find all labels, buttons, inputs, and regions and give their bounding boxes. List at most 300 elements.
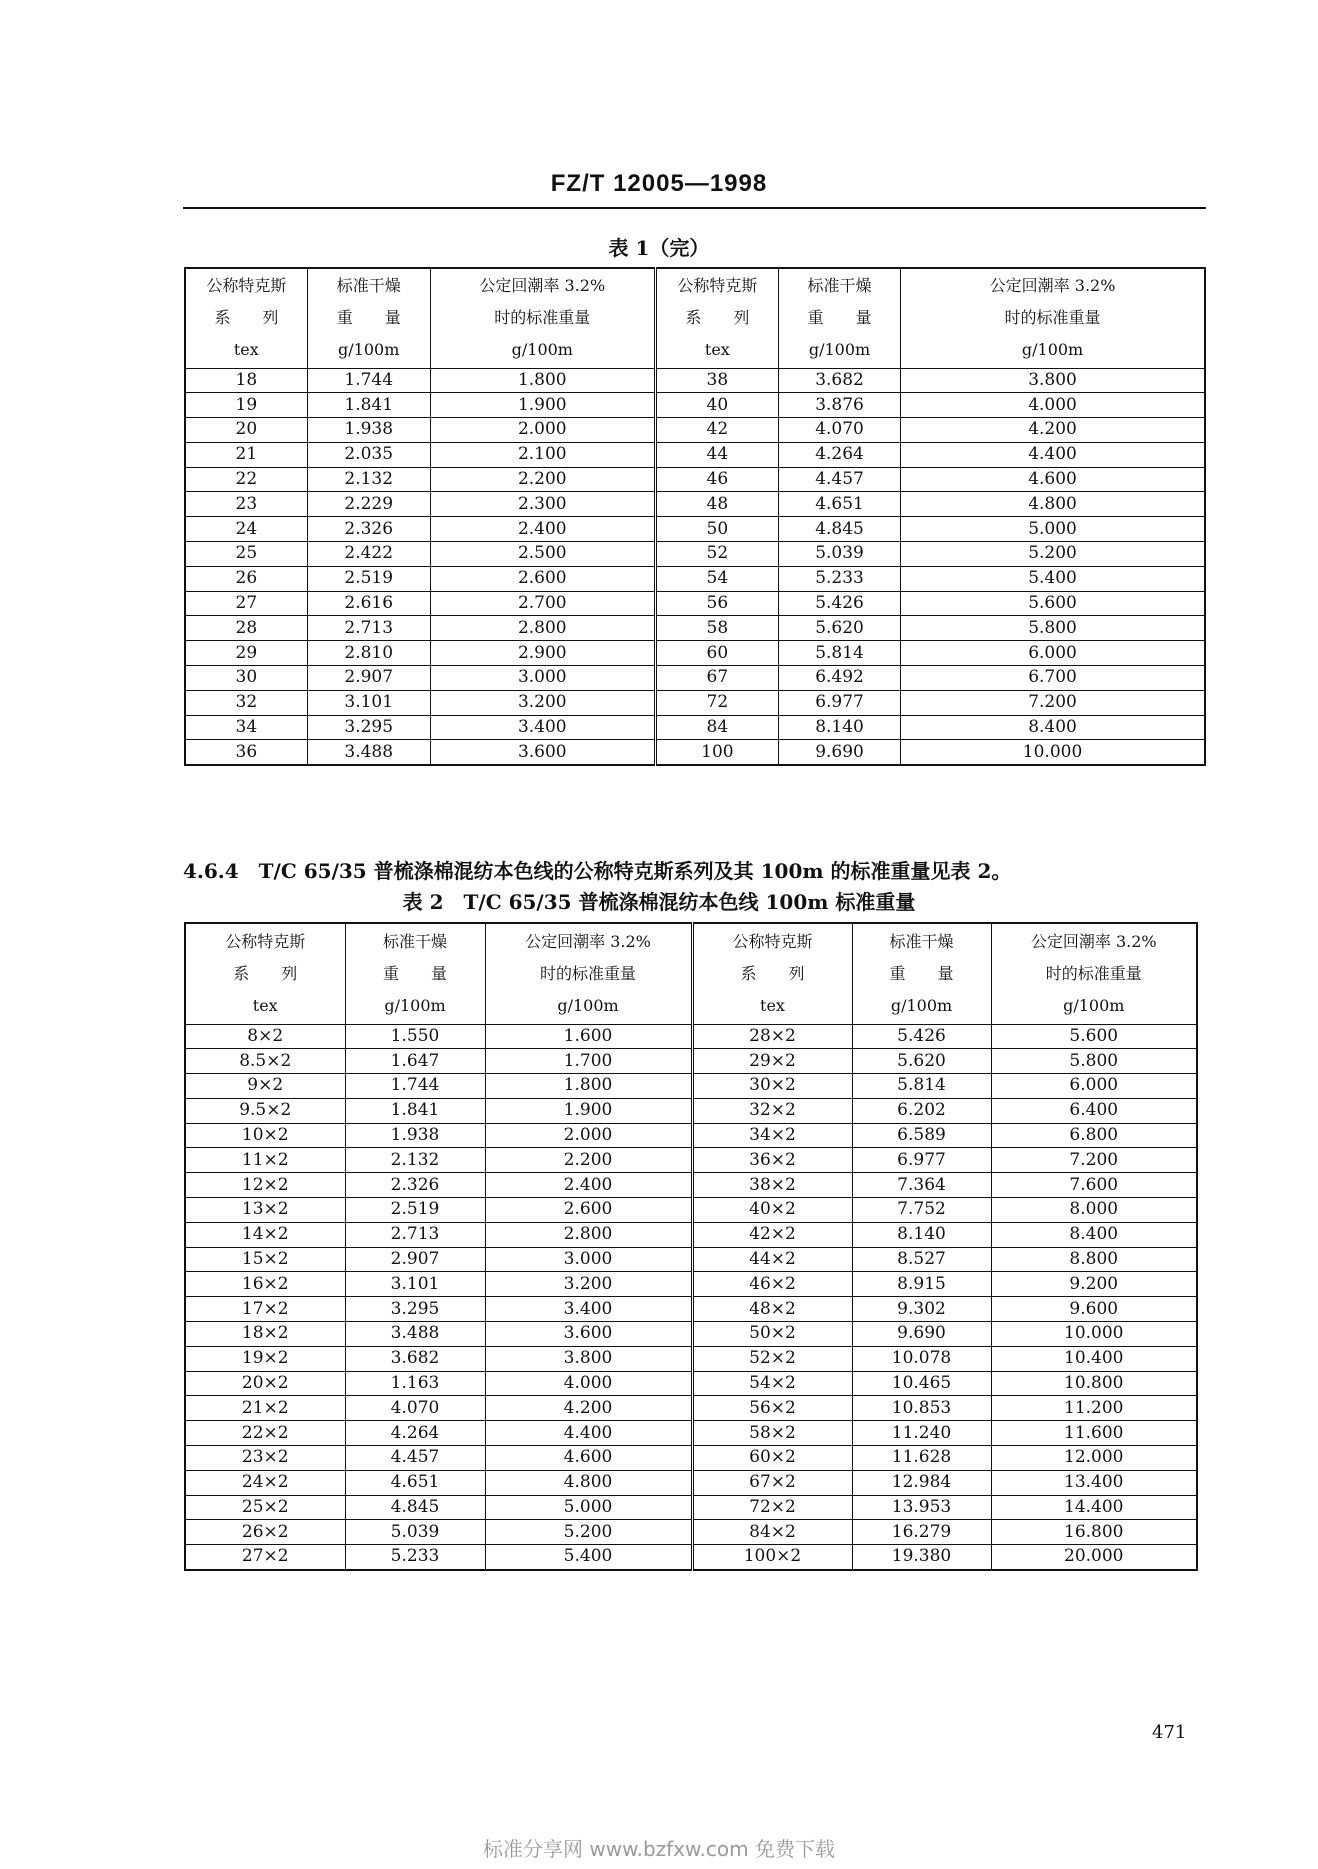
table-cell: 7.200	[901, 690, 1205, 715]
table-cell: 46×2	[692, 1272, 852, 1297]
table-cell: 60×2	[692, 1446, 852, 1471]
table-row	[185, 1198, 1197, 1223]
table-cell: 2.400	[430, 517, 655, 542]
table-cell: 84×2	[692, 1520, 852, 1545]
table-header-row	[185, 268, 1205, 368]
column-header-line: 时的标准重量	[1004, 308, 1101, 328]
column-header	[778, 268, 900, 368]
table-cell: 5.426	[852, 1024, 991, 1049]
table-header-row	[185, 923, 1197, 1024]
table-cell: 6.492	[778, 666, 900, 691]
table-cell: 3.682	[778, 368, 900, 393]
table-cell: 5.620	[852, 1049, 991, 1074]
table-row	[185, 740, 1205, 765]
table-cell: 7.752	[852, 1198, 991, 1223]
table-row	[185, 616, 1205, 641]
table-cell: 44×2	[692, 1247, 852, 1272]
column-header-line: 标准干燥	[382, 931, 447, 951]
table-cell: 67×2	[692, 1470, 852, 1495]
table-cell: 38×2	[692, 1173, 852, 1198]
table-cell: 72	[655, 690, 778, 715]
table-cell: 9.5×2	[185, 1098, 345, 1123]
table-cell: 2.810	[307, 641, 430, 666]
table-cell: 1.163	[345, 1371, 485, 1396]
table-cell: 3.400	[430, 715, 655, 740]
table-cell: 8×2	[185, 1024, 345, 1049]
table-cell: 1.744	[345, 1074, 485, 1099]
column-header	[655, 268, 778, 368]
table-cell: 14.400	[991, 1495, 1197, 1520]
table-cell: 9.200	[991, 1272, 1197, 1297]
table-cell: 3.600	[485, 1322, 692, 1347]
table-cell: 10.078	[852, 1346, 991, 1371]
table-cell: 2.035	[307, 442, 430, 467]
section-paragraph: 4.6.4 T/C 65/35 普梳涤棉混纺本色线的公称特克斯系列及其 100m 的标准重量见表 2。	[183, 859, 1012, 883]
table-cell: 25	[185, 542, 307, 567]
table-cell: 5.814	[778, 641, 900, 666]
table-row	[185, 1495, 1197, 1520]
table-cell: 8.140	[778, 715, 900, 740]
table-cell: 12.984	[852, 1470, 991, 1495]
table-cell: 24	[185, 517, 307, 542]
table-cell: 36	[185, 740, 307, 765]
table-cell: 2.800	[485, 1222, 692, 1247]
table-cell: 2.422	[307, 542, 430, 567]
table-row	[185, 1371, 1197, 1396]
table-cell: 22	[185, 467, 307, 492]
table-cell: 13.953	[852, 1495, 991, 1520]
column-header-line: 公定回潮率 3.2%	[525, 931, 651, 951]
column-header-line: tex	[252, 995, 278, 1015]
table-cell: 5.814	[852, 1074, 991, 1099]
table-cell: 4.600	[901, 467, 1205, 492]
table-cell: 16×2	[185, 1272, 345, 1297]
table-cell: 12.000	[991, 1446, 1197, 1471]
table-cell: 5.039	[345, 1520, 485, 1545]
table-row	[185, 1421, 1197, 1446]
table-cell: 1.841	[345, 1098, 485, 1123]
table-cell: 58×2	[692, 1421, 852, 1446]
table-row	[185, 1346, 1197, 1371]
table-cell: 5.426	[778, 591, 900, 616]
table-cell: 2.600	[485, 1198, 692, 1223]
table-cell: 8.400	[991, 1222, 1197, 1247]
table-cell: 8.140	[852, 1222, 991, 1247]
table-cell: 4.264	[345, 1421, 485, 1446]
table-cell: 67	[655, 666, 778, 691]
table-cell: 8.400	[901, 715, 1205, 740]
table-cell: 2.100	[430, 442, 655, 467]
table-cell: 4.457	[345, 1446, 485, 1471]
table-row	[185, 1173, 1197, 1198]
table-cell: 48×2	[692, 1297, 852, 1322]
table-cell: 1.938	[345, 1123, 485, 1148]
table-cell: 11.200	[991, 1396, 1197, 1421]
table-cell: 28×2	[692, 1024, 852, 1049]
table-cell: 6.977	[852, 1148, 991, 1173]
table-cell: 3.600	[430, 740, 655, 765]
table-row	[185, 1024, 1197, 1049]
table-cell: 3.000	[485, 1247, 692, 1272]
table-cell: 4.400	[485, 1421, 692, 1446]
table-row	[185, 1520, 1197, 1545]
table-cell: 20×2	[185, 1371, 345, 1396]
table-cell: 9.600	[991, 1297, 1197, 1322]
table-cell: 18×2	[185, 1322, 345, 1347]
table-cell: 4.264	[778, 442, 900, 467]
table1-caption: 表 1（完）	[608, 236, 710, 260]
table-cell: 23×2	[185, 1446, 345, 1471]
table-cell: 9.690	[778, 740, 900, 765]
column-header-line: tex	[704, 340, 730, 360]
table-cell: 4.457	[778, 467, 900, 492]
table-cell: 4.845	[778, 517, 900, 542]
table-cell: 19×2	[185, 1346, 345, 1371]
table-cell: 2.713	[307, 616, 430, 641]
table-cell: 2.907	[307, 666, 430, 691]
column-header	[901, 268, 1205, 368]
table-cell: 16.279	[852, 1520, 991, 1545]
table-cell: 8.527	[852, 1247, 991, 1272]
table-cell: 1.647	[345, 1049, 485, 1074]
table-cell: 21	[185, 442, 307, 467]
table-cell: 5.039	[778, 542, 900, 567]
table-cell: 13.400	[991, 1470, 1197, 1495]
watermark-text: 标准分享网 www.bzfxw.com 免费下载	[483, 1837, 835, 1861]
column-header-line: 标准干燥	[807, 276, 872, 296]
table-cell: 56×2	[692, 1396, 852, 1421]
table-cell: 3.295	[345, 1297, 485, 1322]
table-row	[185, 1272, 1197, 1297]
table-cell: 5.000	[901, 517, 1205, 542]
table-cell: 11.628	[852, 1446, 991, 1471]
column-header-line: 公称特克斯	[206, 276, 287, 296]
table-cell: 100	[655, 740, 778, 765]
table-cell: 1.744	[307, 368, 430, 393]
column-header	[852, 923, 991, 1024]
table-cell: 2.907	[345, 1247, 485, 1272]
table-cell: 12×2	[185, 1173, 345, 1198]
header-rule	[183, 207, 1206, 209]
column-header	[307, 268, 430, 368]
table-cell: 3.000	[430, 666, 655, 691]
column-header-line: 时的标准重量	[494, 308, 591, 328]
table-cell: 2.229	[307, 492, 430, 517]
table-cell: 2.500	[430, 542, 655, 567]
table-row	[185, 1545, 1197, 1570]
column-header-line: 公称特克斯	[732, 931, 813, 951]
table-cell: 5.233	[778, 566, 900, 591]
table-cell: 84	[655, 715, 778, 740]
column-header-line: 系 列	[233, 963, 298, 983]
table-cell: 1.600	[485, 1024, 692, 1049]
table-cell: 5.200	[901, 542, 1205, 567]
table-cell: 25×2	[185, 1495, 345, 1520]
table-cell: 3.295	[307, 715, 430, 740]
table-cell: 11.240	[852, 1421, 991, 1446]
table-cell: 3.876	[778, 393, 900, 418]
table-cell: 3.101	[307, 690, 430, 715]
table-cell: 5.233	[345, 1545, 485, 1570]
table-cell: 4.800	[485, 1470, 692, 1495]
column-header	[345, 923, 485, 1024]
table-cell: 7.200	[991, 1148, 1197, 1173]
table-cell: 3.200	[430, 690, 655, 715]
column-header-line: g/100m	[1021, 340, 1084, 360]
table-cell: 100×2	[692, 1545, 852, 1570]
table-cell: 4.651	[345, 1470, 485, 1495]
table-cell: 4.070	[778, 418, 900, 443]
table-cell: 56	[655, 591, 778, 616]
table-row	[185, 368, 1205, 393]
table-cell: 2.000	[430, 418, 655, 443]
column-header-line: 标准干燥	[889, 931, 954, 951]
table-cell: 2.519	[307, 566, 430, 591]
table-cell: 2.519	[345, 1198, 485, 1223]
table-cell: 5.000	[485, 1495, 692, 1520]
document-code: FZ/T 12005—1998	[550, 170, 768, 197]
table-cell: 10×2	[185, 1123, 345, 1148]
table-cell: 54	[655, 566, 778, 591]
table-cell: 29	[185, 641, 307, 666]
table-cell: 17×2	[185, 1297, 345, 1322]
table-row	[185, 1446, 1197, 1471]
table-row	[185, 641, 1205, 666]
table-cell: 5.200	[485, 1520, 692, 1545]
table-cell: 9×2	[185, 1074, 345, 1099]
table-cell: 21×2	[185, 1396, 345, 1421]
table-row	[185, 517, 1205, 542]
table-cell: 7.600	[991, 1173, 1197, 1198]
table-cell: 1.900	[430, 393, 655, 418]
table-cell: 11.600	[991, 1421, 1197, 1446]
table-cell: 44	[655, 442, 778, 467]
table-cell: 2.713	[345, 1222, 485, 1247]
table-cell: 6.202	[852, 1098, 991, 1123]
table-row	[185, 393, 1205, 418]
table-cell: 2.400	[485, 1173, 692, 1198]
table-cell: 34×2	[692, 1123, 852, 1148]
column-header	[185, 268, 307, 368]
table-row	[185, 467, 1205, 492]
table-cell: 4.600	[485, 1446, 692, 1471]
table-cell: 10.000	[901, 740, 1205, 765]
table-cell: 3.101	[345, 1272, 485, 1297]
column-header-line: 公定回潮率 3.2%	[989, 276, 1116, 296]
table-cell: 60	[655, 641, 778, 666]
table-cell: 10.800	[991, 1371, 1197, 1396]
table-cell: 4.400	[901, 442, 1205, 467]
table2	[184, 922, 1198, 1571]
column-header	[692, 923, 852, 1024]
table-cell: 36×2	[692, 1148, 852, 1173]
table-cell: 8.800	[991, 1247, 1197, 1272]
table-cell: 32	[185, 690, 307, 715]
table-cell: 5.400	[901, 566, 1205, 591]
table-cell: 38	[655, 368, 778, 393]
table-row	[185, 492, 1205, 517]
table-cell: 8.000	[991, 1198, 1197, 1223]
table-cell: 5.600	[901, 591, 1205, 616]
table-cell: 29×2	[692, 1049, 852, 1074]
table-cell: 54×2	[692, 1371, 852, 1396]
table-cell: 2.326	[307, 517, 430, 542]
table-cell: 20.000	[991, 1545, 1197, 1570]
column-header	[430, 268, 655, 368]
column-header-line: g/100m	[557, 995, 619, 1015]
table-cell: 40	[655, 393, 778, 418]
table-cell: 6.977	[778, 690, 900, 715]
table-cell: 9.302	[852, 1297, 991, 1322]
table-cell: 48	[655, 492, 778, 517]
table-row	[185, 1074, 1197, 1099]
table-cell: 5.600	[991, 1024, 1197, 1049]
table-cell: 30	[185, 666, 307, 691]
table-cell: 15×2	[185, 1247, 345, 1272]
table-row	[185, 1396, 1197, 1421]
table-cell: 5.800	[901, 616, 1205, 641]
column-header-line: 重 量	[807, 308, 872, 328]
column-header-line: 公定回潮率 3.2%	[479, 276, 606, 296]
table-cell: 2.700	[430, 591, 655, 616]
column-header-line: g/100m	[1063, 995, 1125, 1015]
table1	[184, 267, 1206, 766]
table-row	[185, 690, 1205, 715]
table-cell: 10.853	[852, 1396, 991, 1421]
page-number: 471	[1152, 1722, 1187, 1743]
table-cell: 20	[185, 418, 307, 443]
table-cell: 50	[655, 517, 778, 542]
table-cell: 42×2	[692, 1222, 852, 1247]
table-row	[185, 442, 1205, 467]
column-header-line: 公定回潮率 3.2%	[1030, 931, 1157, 951]
table-cell: 11×2	[185, 1148, 345, 1173]
table-row	[185, 1297, 1197, 1322]
table-row	[185, 418, 1205, 443]
table-cell: 46	[655, 467, 778, 492]
table-cell: 4.651	[778, 492, 900, 517]
table-row	[185, 1322, 1197, 1347]
column-header	[991, 923, 1197, 1024]
table-cell: 1.841	[307, 393, 430, 418]
table-row	[185, 591, 1205, 616]
table-cell: 23	[185, 492, 307, 517]
table-cell: 3.400	[485, 1297, 692, 1322]
table-cell: 24×2	[185, 1470, 345, 1495]
table2-caption: 表 2 T/C 65/35 普梳涤棉混纺本色线 100m 标准重量	[402, 890, 916, 914]
table-cell: 10.400	[991, 1346, 1197, 1371]
table-cell: 2.326	[345, 1173, 485, 1198]
table-cell: 2.132	[345, 1148, 485, 1173]
table-row	[185, 1222, 1197, 1247]
table-cell: 8.5×2	[185, 1049, 345, 1074]
table-cell: 6.000	[991, 1074, 1197, 1099]
table-cell: 4.000	[901, 393, 1205, 418]
table-row	[185, 1049, 1197, 1074]
column-header-line: 公称特克斯	[677, 276, 758, 296]
table-row	[185, 542, 1205, 567]
table-cell: 10.000	[991, 1322, 1197, 1347]
column-header-line: 重 量	[382, 963, 447, 983]
table-cell: 34	[185, 715, 307, 740]
table-cell: 10.465	[852, 1371, 991, 1396]
table-cell: 1.700	[485, 1049, 692, 1074]
column-header-line: 公称特克斯	[225, 931, 306, 951]
column-header-line: 时的标准重量	[1045, 963, 1142, 983]
table-cell: 28	[185, 616, 307, 641]
column-header-line: 系 列	[214, 308, 279, 328]
table-row	[185, 1098, 1197, 1123]
column-header-line: 重 量	[336, 308, 401, 328]
table-cell: 5.400	[485, 1545, 692, 1570]
table-cell: 1.550	[345, 1024, 485, 1049]
table-cell: 2.132	[307, 467, 430, 492]
table-cell: 2.800	[430, 616, 655, 641]
column-header-line: tex	[760, 995, 785, 1015]
table-row	[185, 666, 1205, 691]
table-cell: 26	[185, 566, 307, 591]
table-cell: 4.200	[901, 418, 1205, 443]
table-cell: 22×2	[185, 1421, 345, 1446]
table-cell: 30×2	[692, 1074, 852, 1099]
table-cell: 50×2	[692, 1322, 852, 1347]
table-cell: 2.616	[307, 591, 430, 616]
table-cell: 32×2	[692, 1098, 852, 1123]
table-cell: 58	[655, 616, 778, 641]
table-cell: 4.000	[485, 1371, 692, 1396]
column-header-line: 系 列	[685, 308, 750, 328]
table-cell: 3.200	[485, 1272, 692, 1297]
column-header-line: g/100m	[511, 340, 573, 360]
table-cell: 1.800	[485, 1074, 692, 1099]
table-cell: 52×2	[692, 1346, 852, 1371]
column-header-line: 标准干燥	[336, 276, 401, 296]
table-cell: 42	[655, 418, 778, 443]
table-cell: 27	[185, 591, 307, 616]
table-cell: 5.620	[778, 616, 900, 641]
table-cell: 5.800	[991, 1049, 1197, 1074]
table-cell: 6.800	[991, 1123, 1197, 1148]
table-cell: 4.845	[345, 1495, 485, 1520]
column-header-line: g/100m	[890, 995, 953, 1015]
column-header-line: 时的标准重量	[539, 963, 636, 983]
table-cell: 4.800	[901, 492, 1205, 517]
table-cell: 18	[185, 368, 307, 393]
table-cell: 1.800	[430, 368, 655, 393]
column-header	[485, 923, 692, 1024]
table-cell: 2.200	[485, 1148, 692, 1173]
column-header-line: tex	[233, 340, 259, 360]
table-cell: 19.380	[852, 1545, 991, 1570]
column-header-line: 重 量	[889, 963, 954, 983]
table-cell: 2.000	[485, 1123, 692, 1148]
table-cell: 72×2	[692, 1495, 852, 1520]
table-cell: 7.364	[852, 1173, 991, 1198]
table-cell: 6.700	[901, 666, 1205, 691]
table-cell: 2.200	[430, 467, 655, 492]
table-cell: 3.800	[901, 368, 1205, 393]
table-cell: 4.200	[485, 1396, 692, 1421]
table-cell: 14×2	[185, 1222, 345, 1247]
table-row	[185, 715, 1205, 740]
table-cell: 13×2	[185, 1198, 345, 1223]
table-cell: 3.488	[307, 740, 430, 765]
table-row	[185, 1148, 1197, 1173]
column-header-line: g/100m	[338, 340, 400, 360]
column-header-line: g/100m	[384, 995, 446, 1015]
table-cell: 52	[655, 542, 778, 567]
table-row	[185, 1470, 1197, 1495]
